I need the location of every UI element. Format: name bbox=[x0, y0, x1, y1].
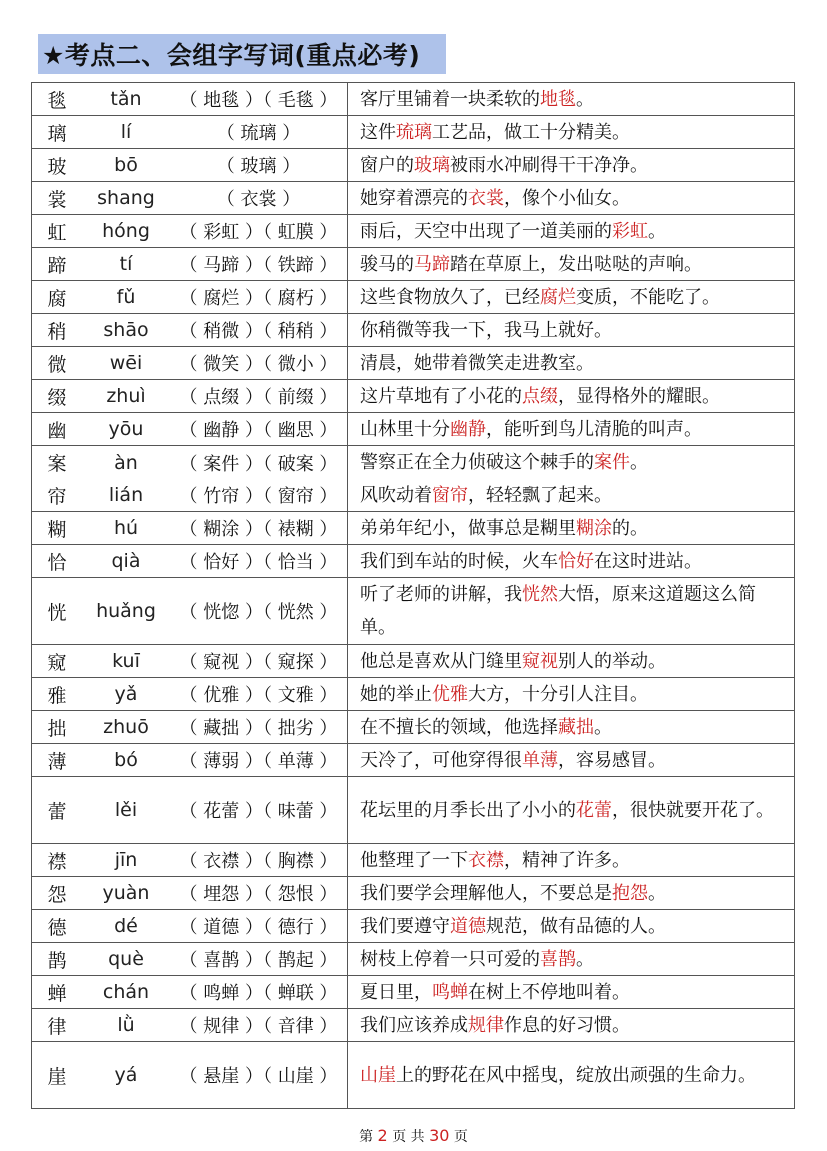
word-pairs-cell: （ 悬崖 ）（ 山崖 ） bbox=[170, 1042, 348, 1108]
example-sentence-cell bbox=[348, 976, 794, 1008]
sentence-text bbox=[360, 281, 720, 314]
character-cell: 缀 bbox=[47, 386, 67, 409]
pinyin-cell: què bbox=[108, 948, 144, 970]
table-row bbox=[32, 844, 794, 877]
pinyin-cell: zhuō bbox=[103, 716, 149, 738]
sentence-after: 在这时进站。 bbox=[594, 550, 702, 572]
table-row bbox=[32, 413, 794, 446]
highlighted-word: 道德 bbox=[450, 915, 486, 937]
sentence-before: 窗户的 bbox=[360, 154, 414, 176]
highlighted-word: 鸣蝉 bbox=[432, 981, 468, 1003]
word-pairs-cell: （ 微笑 ）（ 微小 ） bbox=[170, 347, 348, 379]
highlighted-word: 玻璃 bbox=[414, 154, 450, 176]
sentence-text bbox=[360, 976, 630, 1009]
word-pairs-cell: （ 案件 ）（ 破案 ） bbox=[170, 446, 348, 479]
example-sentence-cell bbox=[348, 545, 794, 577]
sentence-after: 大悟，原来这道题这么简单。 bbox=[360, 584, 756, 638]
sentence-before: 客厅里铺着一块柔软的 bbox=[360, 88, 540, 110]
character-cell: 帘 bbox=[47, 485, 67, 508]
example-sentence-cell bbox=[348, 248, 794, 280]
table-row bbox=[32, 711, 794, 744]
word-pairs-cell: （ 马蹄 ）（ 铁蹄 ） bbox=[170, 248, 348, 280]
character-cell: 微 bbox=[47, 353, 67, 376]
sentence-before: 你稍微等我一下，我马上就好。 bbox=[360, 319, 612, 341]
character-cell: 窥 bbox=[47, 651, 67, 674]
sentence-after: 。 bbox=[648, 882, 666, 904]
sentence-text bbox=[360, 380, 720, 413]
pinyin-cell: lěi bbox=[114, 799, 138, 821]
example-sentence-cell bbox=[348, 281, 794, 313]
sentence-after: 。 bbox=[648, 220, 666, 242]
sentence-before: 风吹动着 bbox=[360, 484, 432, 506]
highlighted-word: 山崖 bbox=[360, 1064, 396, 1086]
sentence-before: 他总是喜欢从门缝里 bbox=[360, 650, 522, 672]
pinyin-cell: zhuì bbox=[106, 385, 146, 407]
example-sentence-cell bbox=[348, 116, 794, 148]
word-pairs-cell: （ 点缀 ）（ 前缀 ） bbox=[170, 380, 348, 412]
sentence-text bbox=[360, 83, 594, 116]
sentence-before: 这件 bbox=[360, 121, 396, 143]
example-sentence-cell bbox=[348, 645, 794, 677]
word-pairs-cell: （ 喜鹊 ）（ 鹊起 ） bbox=[170, 943, 348, 975]
sentence-before: 树枝上停着一只可爱的 bbox=[360, 948, 540, 970]
sentence-before: 花坛里的月季长出了小小的 bbox=[360, 799, 576, 821]
sentence-text bbox=[360, 347, 594, 380]
pinyin-cell: chán bbox=[102, 981, 150, 1003]
sentence-after: ，像个小仙女。 bbox=[504, 187, 630, 209]
character-cell: 德 bbox=[47, 916, 67, 939]
table-row bbox=[32, 777, 794, 844]
sentence-after: 变质，不能吃了。 bbox=[576, 286, 720, 308]
pinyin-cell: bō bbox=[114, 154, 138, 176]
highlighted-word: 糊涂 bbox=[576, 517, 612, 539]
character-cell: 幽 bbox=[47, 419, 67, 442]
pinyin-cell: fǔ bbox=[116, 286, 136, 308]
word-pairs-cell: （ 规律 ）（ 音律 ） bbox=[170, 1009, 348, 1041]
pinyin-cell: yōu bbox=[108, 418, 144, 440]
sentence-after: 规范，做有品德的人。 bbox=[486, 915, 666, 937]
pinyin-cell: qià bbox=[111, 550, 141, 572]
table-row bbox=[32, 645, 794, 678]
word-pairs-cell: （ 藏拙 ）（ 拙劣 ） bbox=[170, 711, 348, 743]
table-row bbox=[32, 347, 794, 380]
sentence-text bbox=[360, 446, 648, 479]
example-sentence-cell bbox=[348, 380, 794, 412]
word-pairs-cell: （ 窥视 ）（ 窥探 ） bbox=[170, 645, 348, 677]
footer-mid: 页 共 bbox=[392, 1129, 425, 1145]
highlighted-word: 衣襟 bbox=[468, 849, 504, 871]
footer-suffix: 页 bbox=[453, 1129, 468, 1145]
table-row bbox=[32, 578, 794, 645]
highlighted-word: 花蕾 bbox=[576, 799, 612, 821]
table-row bbox=[32, 910, 794, 943]
pinyin-cell: àn bbox=[114, 451, 138, 474]
sentence-text bbox=[360, 877, 666, 910]
highlighted-word: 单薄 bbox=[522, 749, 558, 771]
table-row bbox=[32, 281, 794, 314]
pinyin-cell: hóng bbox=[102, 220, 150, 242]
sentence-text bbox=[360, 578, 788, 644]
highlighted-word: 点缀 bbox=[522, 385, 558, 407]
sentence-after: 的。 bbox=[612, 517, 648, 539]
page-footer bbox=[0, 1126, 827, 1146]
highlighted-word: 藏拙 bbox=[558, 716, 594, 738]
current-page-number: 2 bbox=[377, 1126, 388, 1145]
example-sentence-cell bbox=[348, 446, 794, 479]
character-cell: 案 bbox=[47, 453, 67, 475]
highlighted-word: 优雅 bbox=[432, 683, 468, 705]
pinyin-cell: wēi bbox=[109, 352, 143, 374]
sentence-text bbox=[360, 794, 774, 827]
sentence-before: 我们应该养成 bbox=[360, 1014, 468, 1036]
sentence-after: ，很快就要开花了。 bbox=[612, 799, 774, 821]
example-sentence-cell bbox=[348, 479, 794, 511]
character-cell: 恰 bbox=[47, 551, 67, 574]
sentence-before: 骏马的 bbox=[360, 253, 414, 275]
example-sentence-cell bbox=[348, 844, 794, 876]
example-sentence-cell bbox=[348, 314, 794, 346]
sentence-before: 听了老师的讲解，我 bbox=[360, 584, 522, 605]
table-row bbox=[32, 314, 794, 347]
sentence-after: 踏在草原上，发出哒哒的声响。 bbox=[450, 253, 702, 275]
highlighted-word: 彩虹 bbox=[612, 220, 648, 242]
sentence-before: 雨后，天空中出现了一道美丽的 bbox=[360, 220, 612, 242]
character-cell: 糊 bbox=[47, 518, 67, 541]
pinyin-cell: dé bbox=[114, 915, 138, 937]
table-row bbox=[32, 1009, 794, 1042]
pinyin-cell: lí bbox=[120, 121, 132, 143]
sentence-before: 我们要学会理解他人，不要总是 bbox=[360, 882, 612, 904]
character-cell: 律 bbox=[47, 1015, 67, 1038]
character-cell: 薄 bbox=[47, 750, 67, 773]
example-sentence-cell bbox=[348, 1042, 794, 1108]
sentence-text bbox=[360, 678, 648, 711]
sentence-after: 。 bbox=[630, 452, 648, 473]
highlighted-word: 恍然 bbox=[522, 584, 558, 605]
word-pairs-cell: （ 花蕾 ）（ 味蕾 ） bbox=[170, 777, 348, 843]
table-row bbox=[32, 512, 794, 545]
sentence-before: 弟弟年纪小，做事总是糊里 bbox=[360, 517, 576, 539]
section-header bbox=[38, 34, 446, 74]
word-pairs-cell: （ 鸣蝉 ）（ 蝉联 ） bbox=[170, 976, 348, 1008]
pinyin-cell: yuàn bbox=[102, 882, 150, 904]
pinyin-cell: yǎ bbox=[114, 683, 138, 705]
character-cell: 毯 bbox=[47, 89, 67, 112]
sentence-before: 这片草地有了小花的 bbox=[360, 385, 522, 407]
word-pairs-cell: （ 埋怨 ）（ 怨恨 ） bbox=[170, 877, 348, 909]
example-sentence-cell bbox=[348, 877, 794, 909]
example-sentence-cell bbox=[348, 149, 794, 181]
example-sentence-cell bbox=[348, 910, 794, 942]
pinyin-cell: hú bbox=[113, 517, 139, 539]
example-sentence-cell bbox=[348, 1009, 794, 1041]
table-row bbox=[32, 116, 794, 149]
vocabulary-table bbox=[31, 82, 795, 1109]
sentence-before: 我们到车站的时候，火车 bbox=[360, 550, 558, 572]
character-cell: 襟 bbox=[47, 850, 67, 873]
sentence-after: ，能听到鸟儿清脆的叫声。 bbox=[486, 418, 702, 440]
word-pairs-cell: （ 腐烂 ）（ 腐朽 ） bbox=[170, 281, 348, 313]
highlighted-word: 地毯 bbox=[540, 88, 576, 110]
sentence-after: 别人的举动。 bbox=[558, 650, 666, 672]
table-row bbox=[32, 976, 794, 1009]
sentence-after: 。 bbox=[576, 948, 594, 970]
sentence-before: 他整理了一下 bbox=[360, 849, 468, 871]
character-cell: 稍 bbox=[47, 320, 67, 343]
highlighted-word: 琉璃 bbox=[396, 121, 432, 143]
sentence-text bbox=[360, 314, 612, 347]
word-pairs-cell: （ 衣襟 ）（ 胸襟 ） bbox=[170, 844, 348, 876]
highlighted-word: 腐烂 bbox=[540, 286, 576, 308]
sentence-after: 。 bbox=[594, 716, 612, 738]
sentence-text bbox=[360, 116, 630, 149]
sentence-text bbox=[360, 711, 612, 744]
example-sentence-cell bbox=[348, 512, 794, 544]
table-row bbox=[32, 545, 794, 578]
example-sentence-cell bbox=[348, 83, 794, 115]
character-cell: 裳 bbox=[47, 188, 67, 211]
character-cell: 虹 bbox=[47, 221, 67, 244]
sentence-text bbox=[360, 1059, 756, 1092]
sentence-text bbox=[360, 182, 630, 215]
character-cell: 璃 bbox=[47, 122, 67, 145]
sentence-after: 工艺品，做工十分精美。 bbox=[432, 121, 630, 143]
table-row bbox=[32, 149, 794, 182]
sentence-before: 夏日里， bbox=[360, 981, 432, 1003]
table-row bbox=[32, 446, 794, 479]
highlighted-word: 马蹄 bbox=[414, 253, 450, 275]
sentence-after: 在树上不停地叫着。 bbox=[468, 981, 630, 1003]
example-sentence-cell bbox=[348, 182, 794, 214]
section-title: ★考点二、会组字写词(重点必考) bbox=[42, 41, 421, 70]
sentence-before: 在不擅长的领域，他选择 bbox=[360, 716, 558, 738]
pinyin-cell: tǎn bbox=[110, 88, 142, 110]
character-cell: 恍 bbox=[47, 601, 67, 624]
highlighted-word: 幽静 bbox=[450, 418, 486, 440]
pinyin-cell: jīn bbox=[114, 849, 138, 871]
sentence-before: 这些食物放久了，已经 bbox=[360, 286, 540, 308]
character-cell: 拙 bbox=[47, 717, 67, 740]
character-cell: 崖 bbox=[47, 1065, 67, 1088]
word-pairs-cell: （ 琉璃 ） bbox=[170, 116, 348, 148]
example-sentence-cell bbox=[348, 711, 794, 743]
table-row bbox=[32, 182, 794, 215]
word-pairs-cell: （ 竹帘 ）（ 窗帘 ） bbox=[170, 479, 348, 511]
footer-prefix: 第 bbox=[359, 1129, 374, 1145]
table-row bbox=[32, 479, 794, 512]
sentence-after: 。 bbox=[576, 88, 594, 110]
word-pairs-cell: （ 恍惚 ）（ 恍然 ） bbox=[170, 578, 348, 644]
sentence-before: 她穿着漂亮的 bbox=[360, 187, 468, 209]
table-row bbox=[32, 215, 794, 248]
highlighted-word: 窥视 bbox=[522, 650, 558, 672]
highlighted-word: 抱怨 bbox=[612, 882, 648, 904]
sentence-before: 她的举止 bbox=[360, 683, 432, 705]
character-cell: 蹄 bbox=[47, 254, 67, 277]
example-sentence-cell bbox=[348, 215, 794, 247]
highlighted-word: 喜鹊 bbox=[540, 948, 576, 970]
sentence-before: 天冷了，可他穿得很 bbox=[360, 749, 522, 771]
table-row bbox=[32, 943, 794, 976]
character-cell: 怨 bbox=[47, 883, 67, 906]
example-sentence-cell bbox=[348, 678, 794, 710]
sentence-text bbox=[360, 1009, 630, 1042]
sentence-after: 上的野花在风中摇曳，绽放出顽强的生命力。 bbox=[396, 1064, 756, 1086]
pinyin-cell: shang bbox=[97, 187, 155, 209]
pinyin-cell: shāo bbox=[103, 319, 149, 341]
word-pairs-cell: （ 幽静 ）（ 幽思 ） bbox=[170, 413, 348, 445]
word-pairs-cell: （ 玻璃 ） bbox=[170, 149, 348, 181]
pinyin-cell: kuī bbox=[112, 650, 140, 672]
pinyin-cell: tí bbox=[119, 253, 133, 275]
pinyin-cell: yá bbox=[114, 1064, 138, 1086]
sentence-text bbox=[360, 910, 666, 943]
sentence-text bbox=[360, 512, 648, 545]
table-row bbox=[32, 877, 794, 910]
sentence-text bbox=[360, 744, 666, 777]
sentence-before: 清晨，她带着微笑走进教室。 bbox=[360, 352, 594, 374]
sentence-text bbox=[360, 215, 666, 248]
sentence-text bbox=[360, 413, 702, 446]
example-sentence-cell bbox=[348, 578, 794, 644]
highlighted-word: 恰好 bbox=[558, 550, 594, 572]
sentence-before: 我们要遵守 bbox=[360, 915, 450, 937]
word-pairs-cell: （ 优雅 ）（ 文雅 ） bbox=[170, 678, 348, 710]
pinyin-cell: bó bbox=[114, 749, 138, 771]
word-pairs-cell: （ 地毯 ）（ 毛毯 ） bbox=[170, 83, 348, 115]
character-cell: 雅 bbox=[47, 684, 67, 707]
sentence-after: 大方，十分引人注目。 bbox=[468, 683, 648, 705]
highlighted-word: 规律 bbox=[468, 1014, 504, 1036]
word-pairs-cell: （ 薄弱 ）（ 单薄 ） bbox=[170, 744, 348, 776]
sentence-text bbox=[360, 149, 648, 182]
example-sentence-cell bbox=[348, 943, 794, 975]
sentence-after: ，显得格外的耀眼。 bbox=[558, 385, 720, 407]
character-cell: 蕾 bbox=[47, 800, 67, 823]
highlighted-word: 衣裳 bbox=[468, 187, 504, 209]
word-pairs-cell: （ 衣裳 ） bbox=[170, 182, 348, 214]
sentence-before: 山林里十分 bbox=[360, 418, 450, 440]
table-row bbox=[32, 83, 794, 116]
sentence-text bbox=[360, 844, 630, 877]
word-pairs-cell: （ 彩虹 ）（ 虹膜 ） bbox=[170, 215, 348, 247]
example-sentence-cell bbox=[348, 777, 794, 843]
example-sentence-cell bbox=[348, 744, 794, 776]
pinyin-cell: huǎng bbox=[96, 600, 156, 622]
highlighted-word: 窗帘 bbox=[432, 484, 468, 506]
sentence-text bbox=[360, 943, 594, 976]
table-row bbox=[32, 744, 794, 777]
character-cell: 鹊 bbox=[47, 949, 67, 972]
table-row bbox=[32, 1042, 794, 1109]
sentence-after: 被雨水冲刷得干干净净。 bbox=[450, 154, 648, 176]
word-pairs-cell: （ 道德 ）（ 德行 ） bbox=[170, 910, 348, 942]
sentence-after: ，轻轻飘了起来。 bbox=[468, 484, 612, 506]
table-row bbox=[32, 248, 794, 281]
table-row bbox=[32, 380, 794, 413]
sentence-before: 警察正在全力侦破这个棘手的 bbox=[360, 452, 594, 473]
table-row bbox=[32, 678, 794, 711]
sentence-text bbox=[360, 479, 612, 512]
highlighted-word: 案件 bbox=[594, 452, 630, 473]
word-pairs-cell: （ 糊涂 ）（ 裱糊 ） bbox=[170, 512, 348, 544]
character-cell: 腐 bbox=[47, 287, 67, 310]
example-sentence-cell bbox=[348, 413, 794, 445]
sentence-text bbox=[360, 545, 702, 578]
character-cell: 蝉 bbox=[47, 982, 67, 1005]
pinyin-cell: lǜ bbox=[117, 1014, 135, 1036]
sentence-after: ，容易感冒。 bbox=[558, 749, 666, 771]
total-page-count: 30 bbox=[429, 1126, 450, 1145]
example-sentence-cell bbox=[348, 347, 794, 379]
sentence-after: 作息的好习惯。 bbox=[504, 1014, 630, 1036]
word-pairs-cell: （ 稍微 ）（ 稍稍 ） bbox=[170, 314, 348, 346]
character-cell: 玻 bbox=[47, 155, 67, 178]
sentence-text bbox=[360, 645, 666, 678]
sentence-after: ，精神了许多。 bbox=[504, 849, 630, 871]
sentence-text bbox=[360, 248, 702, 281]
word-pairs-cell: （ 恰好 ）（ 恰当 ） bbox=[170, 545, 348, 577]
pinyin-cell: lián bbox=[108, 484, 144, 506]
